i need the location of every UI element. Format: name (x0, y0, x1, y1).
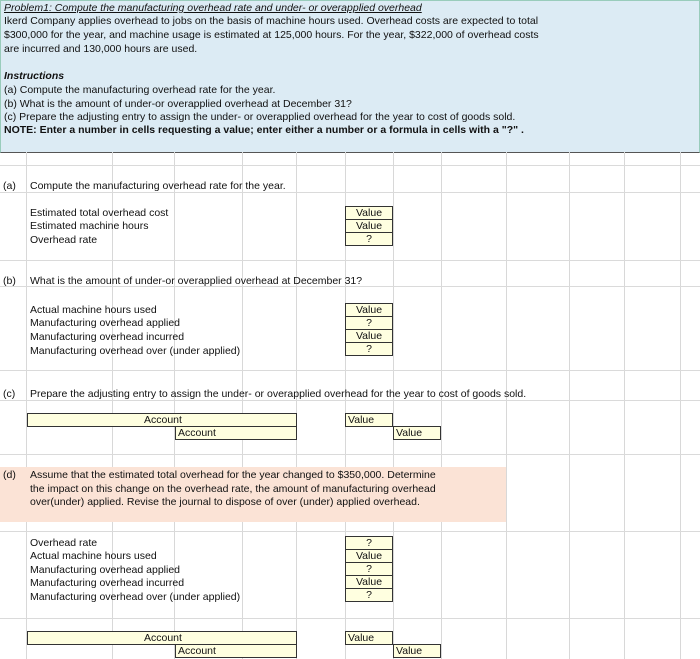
part-d-question-line: the impact on this change on the overhead rate, the amount of manufacturing overhead (30, 483, 436, 495)
revised-journal-credit-value[interactable]: Value (393, 644, 441, 658)
problem-header (0, 0, 700, 153)
part-d-question-line: Assume that the estimated total overhead for the year changed to $350,000. Determine (30, 469, 436, 481)
part-d-letter: (d) (3, 469, 16, 481)
part-c-letter: (c) (3, 388, 16, 400)
revised-overhead-applied-cell[interactable]: ? (345, 562, 393, 576)
over-under-applied-cell[interactable]: ? (345, 342, 393, 356)
part-a-question: Compute the manufacturing overhead rate for the year. (30, 180, 286, 192)
part-a-row-label: Estimated machine hours (30, 220, 149, 232)
actual-hours-cell[interactable]: Value (345, 303, 393, 317)
part-d-question-line: over(under) applied. Revise the journal to dispose of over (under) applied overhead. (30, 496, 420, 508)
intro-line-1: Ikerd Company applies overhead to jobs on the basis of machine hours used. Overhead costs are expected to total (4, 15, 539, 27)
part-a-row-label: Overhead rate (30, 234, 98, 246)
part-b-question: What is the amount of under-or overapplied overhead at December 31? (30, 275, 363, 287)
journal-debit-account[interactable]: Account (27, 413, 297, 427)
revised-over-under-applied-cell[interactable]: ? (345, 588, 393, 602)
part-b-row-label: Manufacturing overhead over (under applied) (30, 345, 241, 357)
intro-line-2: $300,000 for the year, and machine usage is estimated at 125,000 hours. For the year, $322,000 of overhead costs (4, 29, 539, 41)
problem-title: Problem1: Compute the manufacturing overhead rate and under- or overapplied overhead (4, 2, 422, 14)
instruction-a: (a) Compute the manufacturing overhead rate for the year. (4, 84, 276, 96)
revised-journal-debit-value[interactable]: Value (345, 631, 393, 645)
estimated-hours-cell[interactable]: Value (345, 219, 393, 233)
part-c-question: Prepare the adjusting entry to assign the under- or overapplied overhead for the year to cost of goods sold. (30, 388, 527, 400)
part-d-row-label: Overhead rate (30, 537, 98, 549)
part-d-row-label: Manufacturing overhead applied (30, 564, 181, 576)
journal-debit-value[interactable]: Value (345, 413, 393, 427)
part-b-row-label: Manufacturing overhead applied (30, 317, 181, 329)
revised-journal-debit-account[interactable]: Account (27, 631, 297, 645)
journal-credit-value[interactable]: Value (393, 426, 441, 440)
note-text: NOTE: Enter a number in cells requesting a value; enter either a number or a formula in cells with a "?" . (4, 124, 524, 136)
estimated-overhead-cell[interactable]: Value (345, 206, 393, 220)
part-b-row-label: Actual machine hours used (30, 304, 157, 316)
revised-overhead-rate-cell[interactable]: ? (345, 536, 393, 550)
intro-line-3: are incurred and 130,000 hours are used. (4, 43, 198, 55)
part-d-row-label: Actual machine hours used (30, 550, 157, 562)
instructions-label: Instructions (4, 70, 65, 82)
part-d-row-label: Manufacturing overhead incurred (30, 577, 185, 589)
part-a-letter: (a) (3, 180, 16, 192)
revised-journal-credit-account[interactable]: Account (175, 644, 297, 658)
overhead-incurred-cell[interactable]: Value (345, 329, 393, 343)
part-a-row-label: Estimated total overhead cost (30, 207, 169, 219)
instruction-b: (b) What is the amount of under-or overapplied overhead at December 31? (4, 98, 352, 110)
part-b-letter: (b) (3, 275, 16, 287)
revised-overhead-incurred-cell[interactable]: Value (345, 575, 393, 589)
journal-credit-account[interactable]: Account (175, 426, 297, 440)
overhead-applied-cell[interactable]: ? (345, 316, 393, 330)
part-d-row-label: Manufacturing overhead over (under applied) (30, 591, 241, 603)
revised-actual-hours-cell[interactable]: Value (345, 549, 393, 563)
overhead-rate-cell[interactable]: ? (345, 232, 393, 246)
instruction-c: (c) Prepare the adjusting entry to assign the under- or overapplied overhead for the year to cost of goods sold. (4, 111, 516, 123)
part-b-row-label: Manufacturing overhead incurred (30, 331, 185, 343)
